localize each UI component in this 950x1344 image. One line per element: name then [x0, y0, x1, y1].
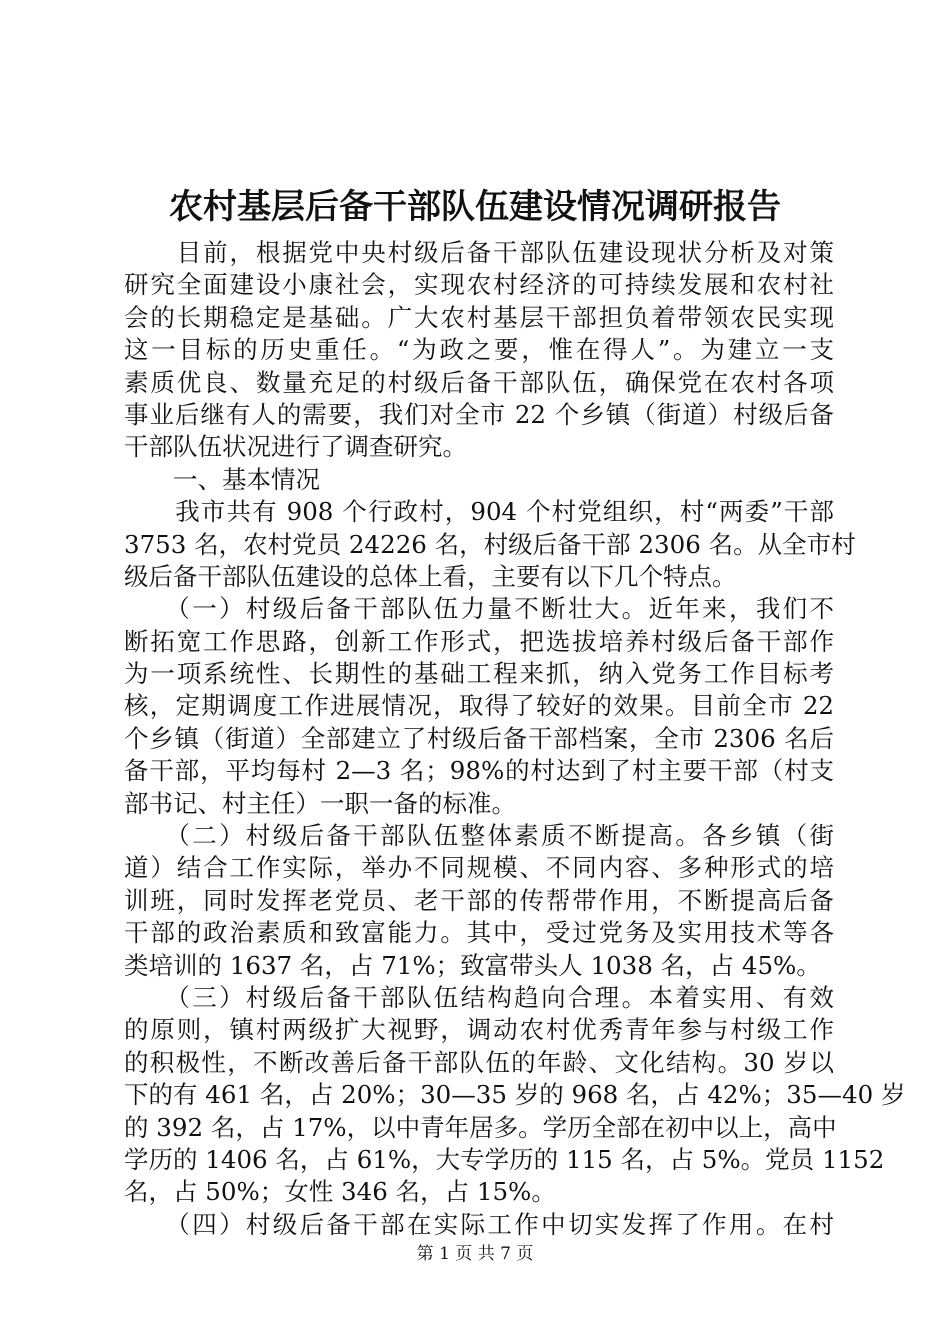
body-line: 部书记、村主任）一职一备的标准。: [124, 788, 516, 818]
body-line: 的积极性，不断改善后备干部队伍的年龄、文化结构。30 岁以: [124, 1047, 834, 1077]
body-line: 为一项系统性、长期性的基础工程来抓，纳入党务工作目标考: [124, 659, 834, 689]
document-title: 农村基层后备干部队伍建设情况调研报告: [169, 187, 781, 227]
body-line: （四）村级后备干部在实际工作中切实发挥了作用。在村: [124, 1209, 834, 1239]
body-line: （二）村级后备干部队伍整体素质不断提高。各乡镇（街: [124, 821, 834, 851]
body-line: 目前，根据党中央村级后备干部队伍建设现状分析及对策: [124, 238, 834, 267]
body-line: 的 392 名，占 17%，以中青年居多。学历全部在初中以上，高中: [124, 1112, 837, 1142]
body-line: 干部队伍状况进行了调查研究。: [124, 432, 467, 462]
body-line: 类培训的 1637 名，占 71%；致富带头人 1038 名，占 45%。: [124, 950, 821, 980]
body-line: （一）村级后备干部队伍力量不断壮大。近年来，我们不: [124, 594, 834, 624]
body-line: 学历的 1406 名，占 61%，大专学历的 115 名，占 5%。党员 1152: [124, 1144, 885, 1174]
body-line: 道）结合工作实际，举办不同规模、不同内容、多种形式的培: [124, 853, 834, 883]
body-line: 干部的政治素质和致富能力。其中，受过党务及实用技术等各: [124, 918, 834, 948]
body-line: 核，定期调度工作进展情况，取得了较好的效果。目前全市 22: [124, 691, 834, 721]
body-line: 一、基本情况: [124, 464, 320, 494]
body-line: 素质优良、数量充足的村级后备干部队伍，确保党在农村各项: [124, 367, 834, 397]
body-line: 3753 名，农村党员 24226 名，村级后备干部 2306 名。从全市村: [124, 529, 856, 559]
body-line: 的原则，镇村两级扩大视野，调动农村优秀青年参与村级工作: [124, 1015, 834, 1045]
body-line: 训班，同时发挥老党员、老干部的传帮带作用，不断提高后备: [124, 885, 834, 915]
body-line: 我市共有 908 个行政村，904 个村党组织，村“两委”干部: [124, 497, 834, 527]
body-line: 会的长期稳定是基础。广大农村基层干部担负着带领农民实现: [124, 302, 834, 332]
body-line: （三）村级后备干部队伍结构趋向合理。本着实用、有效: [124, 982, 834, 1012]
body-line: 名，占 50%；女性 346 名，占 15%。: [124, 1177, 556, 1207]
body-line: 研究全面建设小康社会，实现农村经济的可持续发展和农村社: [124, 270, 834, 300]
body-line: 级后备干部队伍建设的总体上看，主要有以下几个特点。: [124, 561, 737, 591]
body-line: 个乡镇（街道）全部建立了村级后备干部档案，全市 2306 名后: [124, 723, 834, 753]
body-line: 备干部，平均每村 2—3 名；98%的村达到了村主要干部（村支: [124, 756, 834, 786]
body-line: 断拓宽工作思路，创新工作形式，把选拔培养村级后备干部作: [124, 626, 834, 656]
body-line: 这一目标的历史重任。“为政之要，惟在得人”。为建立一支: [124, 335, 834, 365]
body-line: 事业后继有人的需要，我们对全市 22 个乡镇（街道）村级后备: [124, 399, 834, 429]
document-body: [124, 237, 906, 1241]
body-line: 下的有 461 名，占 20%；30—35 岁的 968 名，占 42%；35—40 岁: [124, 1080, 906, 1110]
page-footer: 第 1 页 共 7 页: [416, 1244, 534, 1264]
